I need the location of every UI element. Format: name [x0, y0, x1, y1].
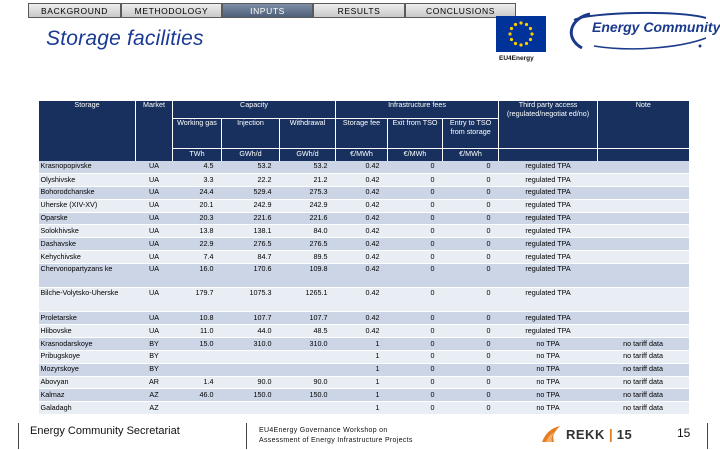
third-party-access-cell: regulated TPA [499, 251, 598, 264]
storage-name-cell: Olyshivske [39, 173, 136, 186]
note-cell [598, 251, 689, 264]
market-cell: AR [136, 376, 173, 389]
market-cell: UA [136, 312, 173, 325]
table-row [39, 376, 689, 389]
injection-cell: 276.5 [222, 238, 280, 251]
withdrawal-cell [280, 350, 336, 363]
unit-injection: GWh/d [222, 149, 280, 161]
storage-name-cell: Bilche-Volytsko-Uherske [39, 288, 136, 312]
storage-fee-cell: 0.42 [336, 238, 388, 251]
storage-fee-cell: 0.42 [336, 173, 388, 186]
exit-fee-cell: 0 [388, 199, 443, 212]
injection-cell: 90.0 [222, 376, 280, 389]
storage-name-cell: Oparske [39, 212, 136, 225]
rekk-name: REKK [566, 426, 605, 442]
exit-fee-cell: 0 [388, 161, 443, 174]
injection-cell: 107.7 [222, 312, 280, 325]
storage-name-cell: Hlibovske [39, 325, 136, 338]
storage-name-cell: Chervonopartyzans ke [39, 264, 136, 288]
market-cell: BY [136, 337, 173, 350]
header-exit-from-tso: Exit from TSO [388, 119, 443, 149]
footer-divider [18, 423, 19, 449]
header-storage: Storage [39, 101, 136, 161]
note-cell: no tariff data [598, 337, 689, 350]
table-row [39, 325, 689, 338]
footer-divider [707, 423, 708, 449]
header-infrastructure-fees: Infrastructure fees [336, 101, 499, 119]
table-row [39, 173, 689, 186]
top-navigation [28, 3, 516, 18]
injection-cell: 84.7 [222, 251, 280, 264]
exit-fee-cell: 0 [388, 402, 443, 415]
withdrawal-cell: 150.0 [280, 389, 336, 402]
table-row [39, 225, 689, 238]
storage-name-cell: Kalmaz [39, 389, 136, 402]
storage-name-cell: Mozyrskoye [39, 363, 136, 376]
working-gas-cell [173, 402, 222, 415]
entry-fee-cell: 0 [443, 325, 499, 338]
exit-fee-cell: 0 [388, 312, 443, 325]
injection-cell [222, 402, 280, 415]
eu-flag-icon [496, 16, 546, 52]
entry-fee-cell: 0 [443, 161, 499, 174]
injection-cell: 242.9 [222, 199, 280, 212]
table-row [39, 312, 689, 325]
unit-entry: €/MWh [443, 149, 499, 161]
third-party-access-cell: regulated TPA [499, 199, 598, 212]
entry-fee-cell: 0 [443, 212, 499, 225]
storage-fee-cell: 0.42 [336, 264, 388, 288]
note-cell [598, 212, 689, 225]
note-cell [598, 264, 689, 288]
withdrawal-cell: 89.5 [280, 251, 336, 264]
footer-divider [246, 423, 247, 449]
storage-fee-cell: 1 [336, 363, 388, 376]
entry-fee-cell: 0 [443, 186, 499, 199]
market-cell: UA [136, 325, 173, 338]
third-party-access-cell: regulated TPA [499, 161, 598, 174]
entry-fee-cell: 0 [443, 288, 499, 312]
entry-fee-cell: 0 [443, 251, 499, 264]
storage-name-cell: Krasnopopivske [39, 161, 136, 174]
working-gas-cell: 7.4 [173, 251, 222, 264]
table-row [39, 264, 689, 288]
table-row [39, 161, 689, 174]
note-cell: no tariff data [598, 389, 689, 402]
storage-name-cell: Galadagh [39, 402, 136, 415]
tab-conclusions[interactable]: CONCLUSIONS [405, 3, 516, 18]
table-row [39, 199, 689, 212]
third-party-access-cell: no TPA [499, 337, 598, 350]
exit-fee-cell: 0 [388, 350, 443, 363]
working-gas-cell: 22.9 [173, 238, 222, 251]
page-title: Storage facilities [46, 27, 204, 50]
market-cell: UA [136, 161, 173, 174]
note-cell [598, 325, 689, 338]
third-party-access-cell: regulated TPA [499, 186, 598, 199]
injection-cell: 53.2 [222, 161, 280, 174]
withdrawal-cell: 1265.1 [280, 288, 336, 312]
header-working-gas: Working gas [173, 119, 222, 149]
third-party-access-cell: regulated TPA [499, 225, 598, 238]
exit-fee-cell: 0 [388, 264, 443, 288]
note-cell [598, 161, 689, 174]
table-row [39, 402, 689, 415]
unit-exit: €/MWh [388, 149, 443, 161]
withdrawal-cell: 84.0 [280, 225, 336, 238]
third-party-access-cell: regulated TPA [499, 238, 598, 251]
table-row [39, 288, 689, 312]
storage-name-cell: Krasnodarskoye [39, 337, 136, 350]
market-cell: AZ [136, 402, 173, 415]
footer-workshop-line2: Assessment of Energy Infrastructure Projects [259, 437, 413, 444]
table-row [39, 350, 689, 363]
market-cell: BY [136, 350, 173, 363]
exit-fee-cell: 0 [388, 251, 443, 264]
rekk-flame-icon [540, 424, 562, 444]
exit-fee-cell: 0 [388, 337, 443, 350]
energy-community-logo-text: Energy Community [592, 19, 720, 35]
withdrawal-cell: 310.0 [280, 337, 336, 350]
unit-tpa-blank [499, 149, 598, 161]
eu4energy-caption: EU4Energy [499, 55, 534, 62]
injection-cell: 170.6 [222, 264, 280, 288]
working-gas-cell: 13.8 [173, 225, 222, 238]
entry-fee-cell: 0 [443, 376, 499, 389]
injection-cell [222, 363, 280, 376]
exit-fee-cell: 0 [388, 363, 443, 376]
tab-results[interactable]: RESULTS [313, 3, 405, 18]
market-cell: UA [136, 288, 173, 312]
working-gas-cell: 11.0 [173, 325, 222, 338]
storage-fee-cell: 0.42 [336, 251, 388, 264]
storage-fee-cell: 0.42 [336, 325, 388, 338]
rekk-separator: | [608, 426, 613, 442]
note-cell [598, 288, 689, 312]
exit-fee-cell: 0 [388, 389, 443, 402]
header-entry-to-tso: Entry to TSO from storage [443, 119, 499, 149]
injection-cell: 150.0 [222, 389, 280, 402]
footer-workshop [259, 426, 413, 446]
storage-fee-cell: 1 [336, 402, 388, 415]
exit-fee-cell: 0 [388, 325, 443, 338]
storage-fee-cell: 0.42 [336, 186, 388, 199]
storage-name-cell: Proletarske [39, 312, 136, 325]
entry-fee-cell: 0 [443, 337, 499, 350]
storage-name-cell: Bohorodchanske [39, 186, 136, 199]
injection-cell: 1075.3 [222, 288, 280, 312]
third-party-access-cell: regulated TPA [499, 212, 598, 225]
third-party-access-cell: no TPA [499, 389, 598, 402]
header-storage-fee: Storage fee [336, 119, 388, 149]
storage-fee-cell: 0.42 [336, 225, 388, 238]
withdrawal-cell: 275.3 [280, 186, 336, 199]
exit-fee-cell: 0 [388, 173, 443, 186]
entry-fee-cell: 0 [443, 402, 499, 415]
working-gas-cell: 46.0 [173, 389, 222, 402]
storage-name-cell: Kehychivske [39, 251, 136, 264]
market-cell: BY [136, 363, 173, 376]
footer-workshop-line1: EU4Energy Governance Workshop on [259, 427, 388, 434]
note-cell: no tariff data [598, 402, 689, 415]
table-row [39, 389, 689, 402]
unit-note-blank [598, 149, 689, 161]
storage-fee-cell: 0.42 [336, 288, 388, 312]
working-gas-cell: 20.1 [173, 199, 222, 212]
injection-cell [222, 350, 280, 363]
entry-fee-cell: 0 [443, 389, 499, 402]
header-note: Note [598, 101, 689, 149]
withdrawal-cell: 48.5 [280, 325, 336, 338]
storage-fee-cell: 0.42 [336, 161, 388, 174]
storage-name-cell: Pribugskoye [39, 350, 136, 363]
market-cell: UA [136, 225, 173, 238]
market-cell: UA [136, 264, 173, 288]
storage-fee-cell: 1 [336, 389, 388, 402]
note-cell [598, 238, 689, 251]
market-cell: UA [136, 251, 173, 264]
header-capacity: Capacity [173, 101, 336, 119]
storage-name-cell: Abovyan [39, 376, 136, 389]
table-row [39, 186, 689, 199]
entry-fee-cell: 0 [443, 264, 499, 288]
storage-name-cell: Solokhivske [39, 225, 136, 238]
withdrawal-cell: 90.0 [280, 376, 336, 389]
working-gas-cell: 3.3 [173, 173, 222, 186]
header-market: Market [136, 101, 173, 161]
entry-fee-cell: 0 [443, 173, 499, 186]
entry-fee-cell: 0 [443, 350, 499, 363]
third-party-access-cell: no TPA [499, 402, 598, 415]
table-row [39, 212, 689, 225]
footer-secretariat: Energy Community Secretariat [30, 425, 180, 437]
storage-fee-cell: 0.42 [336, 312, 388, 325]
table-row [39, 251, 689, 264]
exit-fee-cell: 0 [388, 376, 443, 389]
tab-methodology[interactable]: METHODOLOGY [121, 3, 222, 18]
exit-fee-cell: 0 [388, 288, 443, 312]
storage-fee-cell: 0.42 [336, 212, 388, 225]
working-gas-cell: 10.8 [173, 312, 222, 325]
storage-fee-cell: 0.42 [336, 199, 388, 212]
table-row [39, 337, 689, 350]
entry-fee-cell: 0 [443, 225, 499, 238]
injection-cell: 529.4 [222, 186, 280, 199]
table-body [39, 161, 689, 415]
entry-fee-cell: 0 [443, 238, 499, 251]
exit-fee-cell: 0 [388, 225, 443, 238]
note-cell [598, 186, 689, 199]
storage-table [38, 100, 688, 415]
injection-cell: 221.6 [222, 212, 280, 225]
note-cell [598, 225, 689, 238]
entry-fee-cell: 0 [443, 312, 499, 325]
market-cell: UA [136, 212, 173, 225]
injection-cell: 44.0 [222, 325, 280, 338]
third-party-access-cell: no TPA [499, 363, 598, 376]
working-gas-cell: 15.0 [173, 337, 222, 350]
withdrawal-cell: 221.6 [280, 212, 336, 225]
withdrawal-cell [280, 363, 336, 376]
exit-fee-cell: 0 [388, 186, 443, 199]
injection-cell: 22.2 [222, 173, 280, 186]
note-cell: no tariff data [598, 363, 689, 376]
working-gas-cell: 1.4 [173, 376, 222, 389]
withdrawal-cell: 276.5 [280, 238, 336, 251]
tab-inputs[interactable]: INPUTS [222, 3, 313, 18]
third-party-access-cell: regulated TPA [499, 264, 598, 288]
working-gas-cell: 20.3 [173, 212, 222, 225]
note-cell: no tariff data [598, 376, 689, 389]
market-cell: AZ [136, 389, 173, 402]
third-party-access-cell: regulated TPA [499, 288, 598, 312]
withdrawal-cell: 109.8 [280, 264, 336, 288]
withdrawal-cell: 242.9 [280, 199, 336, 212]
exit-fee-cell: 0 [388, 238, 443, 251]
working-gas-cell: 4.5 [173, 161, 222, 174]
storage-fee-cell: 1 [336, 350, 388, 363]
table-row [39, 238, 689, 251]
note-cell [598, 173, 689, 186]
withdrawal-cell: 21.2 [280, 173, 336, 186]
third-party-access-cell: regulated TPA [499, 325, 598, 338]
third-party-access-cell: regulated TPA [499, 173, 598, 186]
tab-background[interactable]: BACKGROUND [28, 3, 121, 18]
injection-cell: 138.1 [222, 225, 280, 238]
unit-working-gas: TWh [173, 149, 222, 161]
entry-fee-cell: 0 [443, 199, 499, 212]
entry-fee-cell: 0 [443, 363, 499, 376]
third-party-access-cell: no TPA [499, 376, 598, 389]
note-cell [598, 312, 689, 325]
injection-cell: 310.0 [222, 337, 280, 350]
withdrawal-cell: 53.2 [280, 161, 336, 174]
header-withdrawal: Withdrawal [280, 119, 336, 149]
unit-storage-fee: €/MWh [336, 149, 388, 161]
storage-fee-cell: 1 [336, 376, 388, 389]
working-gas-cell: 179.7 [173, 288, 222, 312]
header-third-party-access: Third party access (regulated/negotiat ed/no) [499, 101, 598, 149]
note-cell: no tariff data [598, 350, 689, 363]
rekk-number: 15 [616, 426, 633, 442]
third-party-access-cell: regulated TPA [499, 312, 598, 325]
storage-name-cell: Uherske (XIV-XV) [39, 199, 136, 212]
market-cell: UA [136, 173, 173, 186]
page-number: 15 [677, 426, 691, 440]
third-party-access-cell: no TPA [499, 350, 598, 363]
working-gas-cell [173, 363, 222, 376]
rekk-logo [540, 422, 632, 446]
market-cell: UA [136, 238, 173, 251]
working-gas-cell [173, 350, 222, 363]
note-cell [598, 199, 689, 212]
withdrawal-cell: 107.7 [280, 312, 336, 325]
storage-name-cell: Dashavske [39, 238, 136, 251]
working-gas-cell: 16.0 [173, 264, 222, 288]
header-injection: Injection [222, 119, 280, 149]
exit-fee-cell: 0 [388, 212, 443, 225]
working-gas-cell: 24.4 [173, 186, 222, 199]
market-cell: UA [136, 186, 173, 199]
market-cell: UA [136, 199, 173, 212]
storage-fee-cell: 1 [336, 337, 388, 350]
withdrawal-cell [280, 402, 336, 415]
unit-withdrawal: GWh/d [280, 149, 336, 161]
table-row [39, 363, 689, 376]
